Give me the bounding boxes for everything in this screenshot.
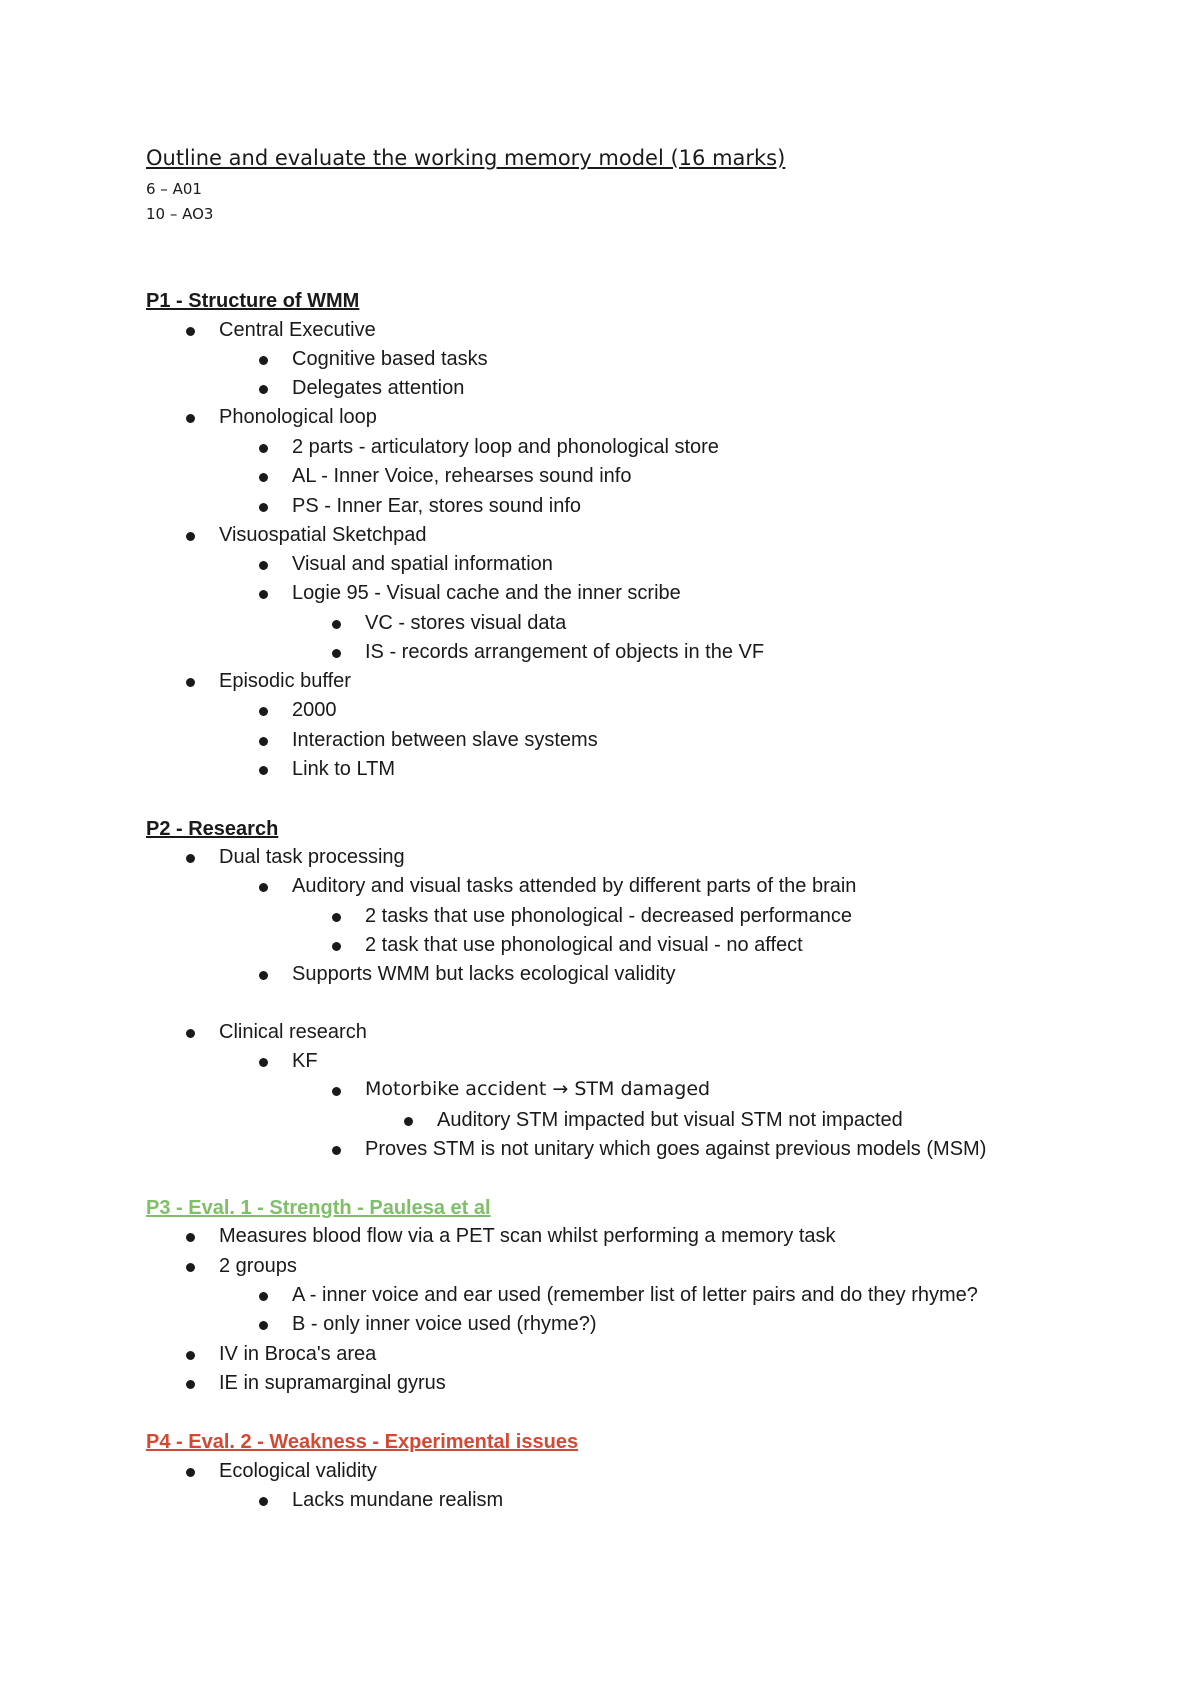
marks-ao3: 10 – AO3 bbox=[146, 205, 214, 223]
list-item: Phonological loop bbox=[219, 406, 377, 428]
list-item: Delegates attention bbox=[292, 377, 465, 399]
list-item: PS - Inner Ear, stores sound info bbox=[292, 495, 582, 517]
list-item: Measures blood flow via a PET scan whilst performing a memory task bbox=[219, 1225, 836, 1247]
p3-heading: P3 - Eval. 1 - Strength - Paulesa et al bbox=[146, 1197, 491, 1219]
list-item: Visuospatial Sketchpad bbox=[219, 524, 427, 546]
list-item: AL - Inner Voice, rehearses sound info bbox=[292, 465, 632, 487]
list-item: Central Executive bbox=[219, 319, 376, 341]
list-item: A - inner voice and ear used (remember list of letter pairs and do they rhyme? bbox=[292, 1284, 978, 1306]
list-item: 2 tasks that use phonological - decreased performance bbox=[365, 905, 852, 927]
list-item: IE in supramarginal gyrus bbox=[219, 1372, 446, 1394]
list-item: Visual and spatial information bbox=[292, 553, 553, 575]
list-item: Clinical research bbox=[219, 1021, 367, 1043]
list-item: KF bbox=[292, 1050, 318, 1072]
list-item: Proves STM is not unitary which goes against previous models (MSM) bbox=[365, 1138, 987, 1160]
list-item: Auditory and visual tasks attended by different parts of the brain bbox=[292, 875, 857, 897]
p2-heading: P2 - Research bbox=[146, 818, 279, 840]
list-item: Cognitive based tasks bbox=[292, 348, 488, 370]
list-item: 2000 bbox=[292, 699, 337, 721]
list-item: B - only inner voice used (rhyme?) bbox=[292, 1313, 597, 1335]
list-item: 2 parts - articulatory loop and phonological store bbox=[292, 436, 719, 458]
list-item: Dual task processing bbox=[219, 846, 405, 868]
list-item: Link to LTM bbox=[292, 758, 395, 780]
marks-ao1: 6 – A01 bbox=[146, 180, 202, 198]
list-item: Interaction between slave systems bbox=[292, 729, 598, 751]
list-item: 2 groups bbox=[219, 1255, 297, 1277]
list-item: 2 task that use phonological and visual - no affect bbox=[365, 934, 803, 956]
p4-heading: P4 - Eval. 2 - Weakness - Experimental issues bbox=[146, 1431, 579, 1453]
list-item: IV in Broca's area bbox=[219, 1343, 377, 1365]
list-item: Lacks mundane realism bbox=[292, 1489, 504, 1511]
document-title: Outline and evaluate the working memory model (16 marks) bbox=[146, 146, 786, 170]
list-item: Episodic buffer bbox=[219, 670, 351, 692]
list-item: IS - records arrangement of objects in the VF bbox=[365, 641, 765, 663]
list-item: Supports WMM but lacks ecological validity bbox=[292, 963, 676, 985]
list-item: Logie 95 - Visual cache and the inner scribe bbox=[292, 582, 681, 604]
p1-heading: P1 - Structure of WMM bbox=[146, 290, 360, 312]
list-item: Auditory STM impacted but visual STM not impacted bbox=[437, 1109, 903, 1131]
list-item: Motorbike accident → STM damaged bbox=[365, 1078, 711, 1100]
list-item: VC - stores visual data bbox=[365, 612, 567, 634]
list-item: Ecological validity bbox=[219, 1460, 377, 1482]
